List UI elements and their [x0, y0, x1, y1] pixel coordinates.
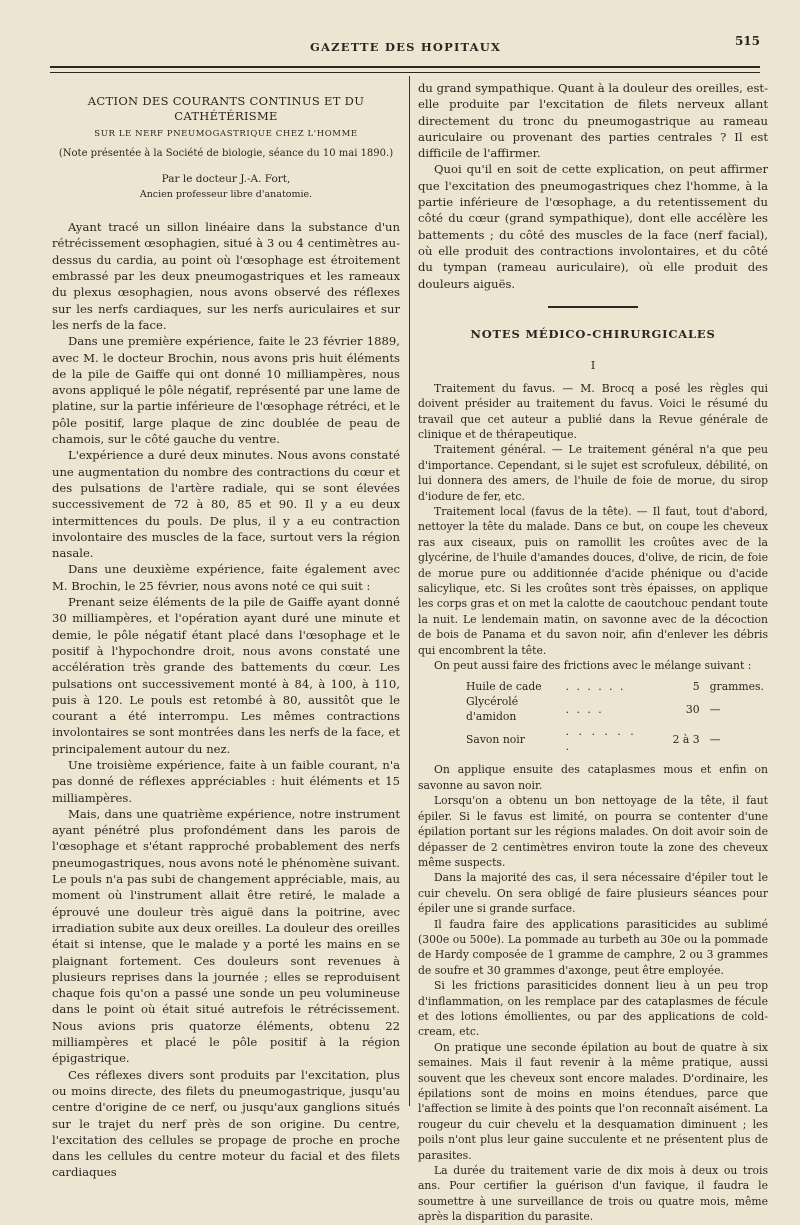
favus-general: Traitement général. — Le traitement général n'a que peu d'importance. Cependant, si le sujet est scrofuleux, débilité, on lui donnera des amers, de l'huile de foie de morue, du sirop d'iodure de fer, etc.	[418, 443, 768, 503]
article-paragraph: Dans une première expérience, faite le 23 février 1889, avec M. le docteur Brochin, nous avons pris huit éléments de la pile de Gaiffe qui ont donné 10 milliampères, nous avons appliqué le pôle négatif, représenté par une lame de platine, sur la partie inférieure de l'œsophage rétréci, et le pôle positif, large plaque de zinc doublée de peau de chamois, sur le côté gauche du ventre.	[52, 334, 400, 447]
recipe-ingredient: Glycérolé d'amidon	[466, 695, 519, 724]
favus-paragraph: Si les frictions parasiticides donnent lieu à un peu trop d'inflammation, on les remplace par des cataplasmes de fécule et des lotions émollientes, ou par des applications de cold-cream, etc.	[418, 979, 768, 1039]
recipe-table	[466, 679, 768, 754]
continuation-paragraph: Quoi qu'il en soit de cette explication, on peut affirmer que l'excitation des pneumogastriques chez l'homme, à la partie inférieure de l'œsophage, a du retentissement du côté du cœur (grand sympathique), dont elle accélère les battements ; du côté des muscles de la face (nerf facial), où elle produit des contractions involontaires, et du côté du tympan (rameau auriculaire), où elle produit des douleurs aiguës.	[418, 162, 768, 291]
favus-heading: Traitement du favus. — M. Brocq a posé les règles qui doivent présider au traitement du favus. Voici le résumé du travail que cet auteur a publié dans la Revue générale de clinique et de thérapeutique.	[418, 381, 768, 441]
page-header	[50, 34, 760, 58]
favus-paragraph: On applique ensuite des cataplasmes mous et enfin on savonne au savon noir.	[418, 763, 768, 792]
recipe-quantity: 30	[685, 702, 700, 716]
recipe-row: Savon noir . . . . . . . 2 à 3 —	[466, 724, 768, 754]
favus-paragraph: Il faudra faire des applications parasiticides au sublimé (300e ou 500e). La pommade au turbeth au 30e ou la pommade de Hardy composée de 1 gramme de camphre, 2 ou 3 grammes de soufre et 30 grammes d'axonge, peut être employée.	[418, 917, 768, 977]
recipe-ingredient: Savon noir	[466, 732, 525, 746]
favus-frictions-intro: On peut aussi faire des frictions avec le mélange suivant :	[434, 659, 752, 673]
article-paragraph: Mais, dans une quatrième expérience, notre instrument ayant pénétré plus profondément dans les parois de l'œsophage et s'étant rapproché probablement des nerfs pneumogastriques, nous avons noté le phénomène suivant. Le pouls n'a pas subi de changement appréciable, mais, au moment où l'instrument allait être retiré, le malade a éprouvé une douleur très aiguë dans la poitrine, avec irradiation subite aux deux oreilles. La douleur des oreilles était si intense, que le malade y a porté les mains en se plaignant fortement. Ces douleurs sont revenues à plusieurs reprises dans la journée ; elles se reproduisent chaque fois qu'on a passé une sonde un peu volumineuse dans le point où était situé autrefois le rétrécissement. Nous avions pris quatorze éléments, obtenu 22 milliampères et placé le pôle positif à la région épigastrique.	[52, 806, 400, 1066]
recipe-unit: grammes.	[709, 680, 764, 694]
recipe-row: Glycérolé d'amidon . . . . 30 —	[466, 694, 768, 724]
favus-paragraph: La durée du traitement varie de dix mois à deux ou trois ans. Pour certifier la guérison d'un favique, il faudra le soumettre à une surveillance de trois ou quatre mois, même après la disparition du parasite.	[418, 1164, 768, 1224]
favus-local: Traitement local (favus de la tête). — Il faut, tout d'abord, nettoyer la tête du malade. Dans ce but, on coupe les cheveux ras aux ciseaux, puis on ramollit les croûtes avec de la glycérine, de l'huile d'amandes douces, d'olive, de ricin, de foie de morue pure ou additionnée d'acide phénique ou d'acide salicylique, etc. Si les croûtes sont très épaisses, on applique les corps gras et on met la calotte de caoutchouc pendant toute la nuit. Le lendemain matin, on savonne avec de la décoction de bois de Panama et du savon noir, afin d'enlever les débris qui encombrent la tête.	[418, 505, 768, 657]
article-subtitle: SUR LE NERF PNEUMOGASTRIQUE CHEZ L'HOMME	[94, 129, 358, 139]
section-title: NOTES MÉDICO-CHIRURGICALES	[470, 327, 716, 342]
recipe-ingredient: Huile de cade	[466, 680, 542, 694]
article-title: ACTION DES COURANTS CONTINUS ET DU CATHÉTÉRISME	[87, 94, 365, 123]
article-author-role: Ancien professeur libre d'anatomie.	[139, 188, 313, 200]
article-paragraph: Une troisième expérience, faite à un faible courant, n'a pas donné de réflexes appréciables : huit éléments et 15 milliampères.	[52, 757, 400, 805]
favus-paragraph: On pratique une seconde épilation au bout de quatre à six semaines. Mais il faut revenir à la même pratique, aussi souvent que les cheveux sont encore malades. D'ordinaire, les épilations sont de moins en moins étendues, parce que l'affection se limite à des points que l'on reconnaît aisément. La rougeur du cuir chevelu et la desquamation diminuent ; les poils n'ont plus leur gaine succulente et ne présentent plus de parasites.	[418, 1040, 768, 1162]
continuation-paragraph: du grand sympathique. Quant à la douleur des oreilles, est-elle produite par l'excitation de filets nerveux allant directement du tronc du pneumogastrique au rameau auriculaire ou provenant des parties centrales ? Il est difficile de l'affirmer.	[418, 81, 768, 161]
recipe-unit: —	[709, 702, 721, 716]
page-number: 515	[734, 34, 760, 48]
right-column	[418, 80, 768, 1225]
recipe-quantity: 5	[692, 680, 700, 694]
article-author: Par le docteur J.-A. Fort,	[161, 172, 291, 185]
column-separator	[409, 76, 410, 1106]
header-rule-thick	[50, 66, 760, 68]
section-number: I	[590, 359, 596, 373]
article-paragraph: Ayant tracé un sillon linéaire dans la substance d'un rétrécissement œsophagien, situé à 3 ou 4 centimètres au-dessus du cardia, au point où l'œsophage est étroitement embrassé par les deux pneumogastriques et les rameaux du plexus œsophagien, nous avons observé des réflexes sur les nerfs cardiaques, sur les nerfs auriculaires et sur les nerfs de la face.	[52, 220, 400, 332]
header-rule-thin	[50, 72, 760, 73]
article-paragraph: Ces réflexes divers sont produits par l'excitation, plus ou moins directe, des filets du pneumogastrique, jusqu'au centre d'origine de ce nerf, ou jusqu'aux ganglions situés sur le trajet du nerf près de son origine. Du centre, l'excitation des cellules se propage de proche en proche dans les cellules du centre moteur du facial et des filets cardiaques	[52, 1067, 400, 1180]
section-divider	[418, 298, 768, 314]
article-paragraph: Dans une deuxième expérience, faite également avec M. Brochin, le 25 février, nous avons noté ce qui suit :	[52, 562, 400, 593]
recipe-unit: —	[709, 732, 721, 746]
left-column	[52, 80, 400, 1181]
favus-note	[418, 381, 768, 1225]
recipe-row: Huile de cade . . . . . . 5 grammes.	[466, 679, 768, 694]
article-paragraph: L'expérience a duré deux minutes. Nous avons constaté une augmentation du nombre des contractions du cœur et des pulsations de l'artère radiale, qui se sont élevées successivement de 72 à 80, 85 et 90. Il y a eu deux intermittences du pouls. De plus, il y a eu contraction involontaire des muscles de la face, surtout vers la région nasale.	[52, 448, 400, 561]
recipe-quantity: 2 à 3	[672, 732, 700, 746]
journal-title: GAZETTE DES HOPITAUX	[310, 40, 502, 54]
article-note: (Note présentée à la Société de biologie, séance du 10 mai 1890.)	[58, 148, 394, 160]
article-paragraph: Prenant seize éléments de la pile de Gaiffe ayant donné 30 milliampères, et l'opération ayant duré une minute et demie, le pôle négatif étant placé dans l'œsophage et le positif à l'hypochondre droit, nous avons constaté une accélération très grande des battements du cœur. Les pulsations ont successivement monté à 84, à 100, à 110, puis à 120. Le pouls est retombé à 80, aussitôt que le courant a été interrompu. Les mêmes contractions involontaires se sont montrées dans les nerfs de la face, et principalement autour du nez.	[52, 595, 400, 756]
favus-paragraph: Dans la majorité des cas, il sera nécessaire d'épiler tout le cuir chevelu. On sera obligé de faire plusieurs séances pour épiler une si grande surface.	[418, 871, 768, 916]
favus-paragraph: Lorsqu'on a obtenu un bon nettoyage de la tête, il faut épiler. Si le favus est limité, on pourra se contenter d'une épilation portant sur les régions malades. On doit avoir soin de dépasser de 2 centimètres environ toute la zone des cheveux même suspects.	[418, 794, 768, 869]
